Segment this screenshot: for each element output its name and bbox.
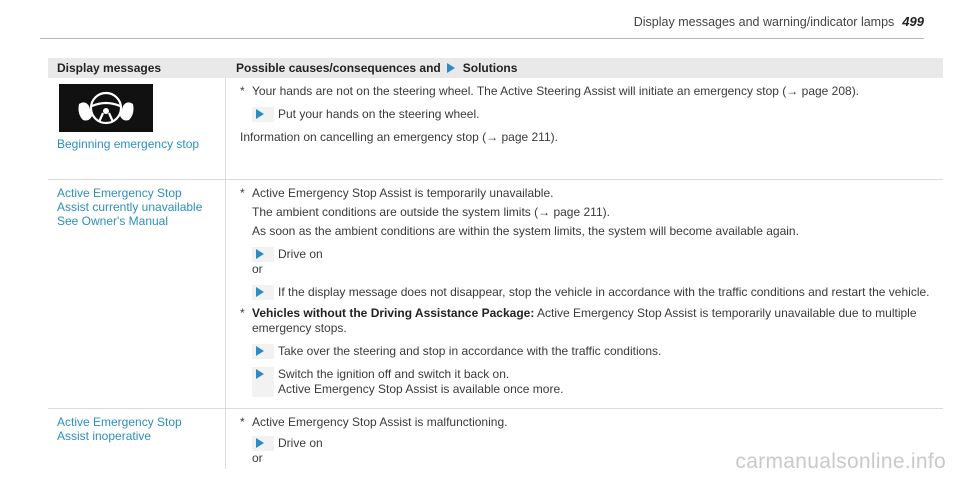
col-header-display-messages: Display messages [57,60,162,75]
step-text [274,367,935,397]
col-header-causes [225,61,943,76]
or-text: or [252,451,263,465]
step-arrow-icon [256,369,264,379]
or-text: or [252,262,263,276]
solution-step [252,285,935,300]
solution-step [252,367,935,397]
solution-step [252,107,935,122]
step-arrow-icon [256,438,264,448]
cause-detail: The ambient conditions are outside the system limits (→ page 211). [252,205,610,219]
cause-item [240,306,935,336]
solution-step [252,344,935,359]
table-row [48,78,943,180]
cause-bullet: * [240,306,245,320]
cause-text: Your hands are not on the steering wheel. The Active Steering Assist will initiate an emergency stop (→ page 208). [252,84,860,98]
cause-bullet: * [240,415,245,429]
step-text-line: Switch the ignition off and switch it back on. [278,367,510,381]
table-header [48,58,943,78]
table-row [48,180,943,409]
page-header [634,14,924,29]
message-cell [48,180,225,408]
step-text: Drive on [278,436,323,450]
hands-on-steering-wheel-icon [59,84,153,132]
step-text: Take over the steering and stop in accordance with the traffic conditions. [278,344,662,358]
page-header-title: Display messages and warning/indicator lamps [633,15,895,29]
watermark: carmanualsonline.info [735,450,946,473]
cause-item [240,84,935,99]
step-arrow-icon [256,109,264,119]
cause-condition: Vehicles without the Driving Assistance Package: [252,306,535,320]
step-arrow-icon [256,287,264,297]
cause-text: Active Emergency Stop Assist is malfunctioning. [252,415,508,429]
cause-cell [225,180,943,408]
solution-step [252,247,935,262]
cause-text: Active Emergency Stop Assist is temporarily unavailable due to multiple emergency stops. [252,306,917,335]
display-messages-table [48,58,943,469]
cause-text: Active Emergency Stop Assist is temporarily unavailable. [252,186,554,200]
col-header-causes-label: Possible causes/consequences and [236,60,441,75]
message-cell [48,409,225,469]
cause-item [240,186,935,201]
step-text: Drive on [278,247,323,261]
step-text: Put your hands on the steering wheel. [278,107,480,121]
solution-arrow-icon [447,63,455,73]
message-cell [48,78,225,179]
cause-cell [225,78,943,179]
message-label: Active Emergency Stop Assist inoperative [57,415,182,443]
step-arrow-icon [256,346,264,356]
page-number: 499 [902,14,924,29]
cause-bullet: * [240,84,245,98]
message-label: Beginning emergency stop [57,137,200,151]
header-divider [40,38,924,39]
cause-detail: As soon as the ambient conditions are within the system limits, the system will become available again. [252,224,799,238]
cause-bullet: * [240,186,245,200]
step-text-line: Active Emergency Stop Assist is available once more. [278,382,564,396]
message-label: Active Emergency Stop Assist currently unavailable See Owner's Manual [57,186,203,228]
step-arrow-icon [256,249,264,259]
info-text: Information on cancelling an emergency stop (→ page 211). [240,130,558,144]
step-text: If the display message does not disappear, stop the vehicle in accordance with the traffic conditions and restart the vehicle. [278,285,930,299]
col-header-solutions-label: Solutions [462,60,518,75]
solution-step [252,436,935,451]
cause-item [240,415,935,430]
